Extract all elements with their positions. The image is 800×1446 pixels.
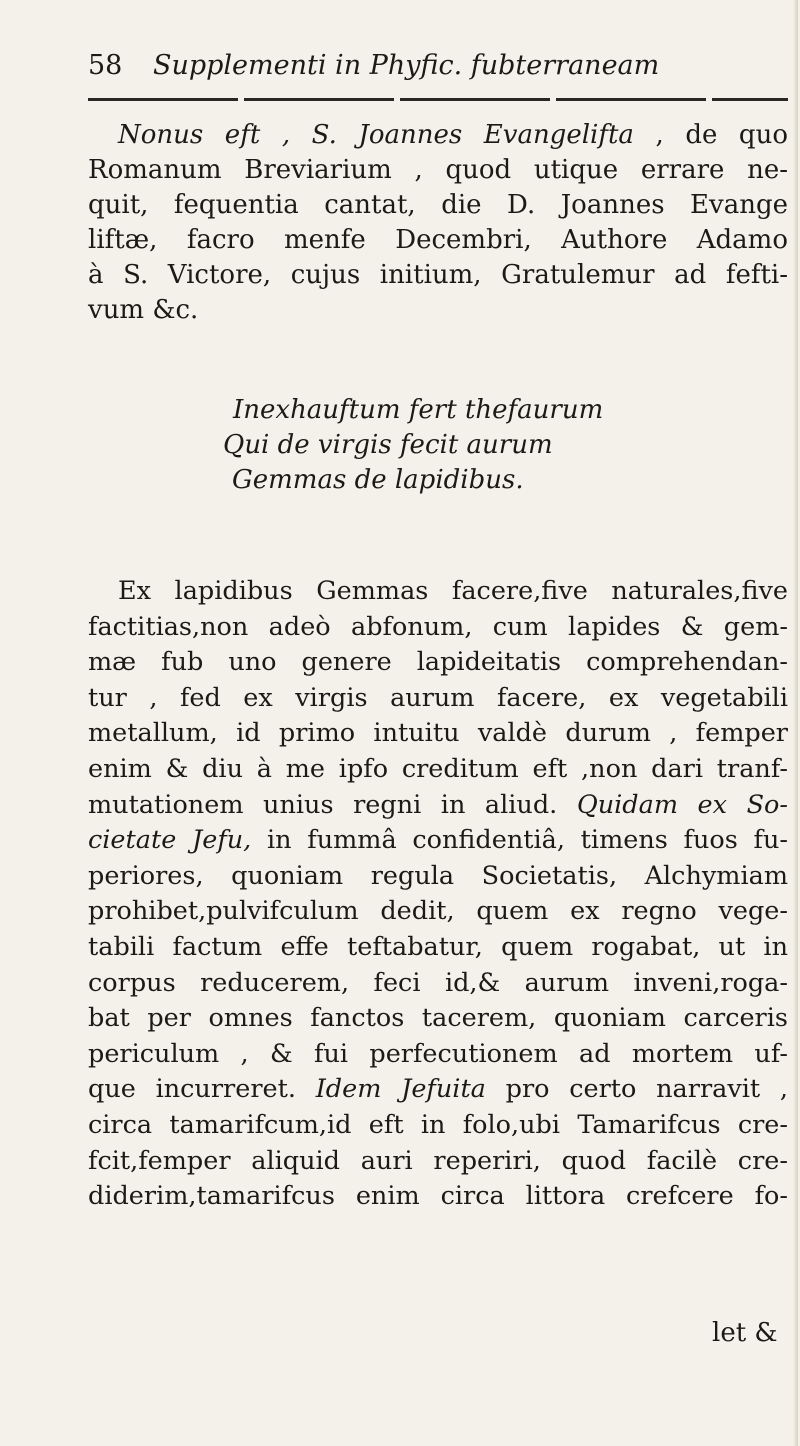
text-line: factitias,non adeò abfonum, cum lapides & gem- [88, 611, 788, 642]
paragraph-1 [88, 118, 788, 328]
text-line [88, 1072, 788, 1108]
running-title: Supplementi in Phyfic. fubterraneam [152, 50, 660, 81]
text-line: liftæ, facro menfe Decembri, Authore Adamo [88, 225, 788, 255]
page-edge-shadow [793, 0, 798, 1446]
text-line: diderim,tamarifcus enim circa littora crefcere fo- [88, 1181, 788, 1212]
text-line: tabili factum effe teftabatur, quem rogabat, ut in [88, 931, 788, 962]
italic-phrase: Idem Jefuita [315, 1074, 486, 1105]
italic-phrase: Quidam ex So- [576, 789, 789, 820]
text-line: corpus reducerem, feci id,& aurum inveni,roga- [88, 967, 788, 998]
running-head [88, 50, 659, 81]
text-fragment: in fummâ confidentiâ, timens fuos fu- [251, 825, 789, 856]
text-fragment: que incurreret. [88, 1074, 316, 1105]
text-fragment: mutationem unius regni in aliud. [88, 789, 577, 820]
text-line: metallum, id primo intuitu valdè durum , femper [88, 718, 788, 749]
text-line: bat per omnes fanctos tacerem, quoniam carceris [88, 1003, 788, 1034]
text-line [88, 823, 788, 859]
verse-line-1: Inexhauftum fert thefaurum [233, 395, 604, 425]
text-fragment: , de quo [633, 120, 788, 150]
header-rule [88, 98, 788, 101]
text-line: Romanum Breviarium , quod utique errare ne- [88, 155, 788, 185]
text-line: periores, quoniam regula Societatis, Alchymiam [88, 860, 788, 891]
text-line: prohibet,pulvifculum dedit, quem ex regno vege- [88, 896, 788, 927]
text-line: enim & diu à me ipfo creditum eft ,non dari tranf- [88, 753, 788, 784]
italic-phrase: Nonus eft , S. Joannes Evangelifta [118, 120, 634, 150]
text-line [88, 118, 788, 153]
text-line: mæ fub uno genere lapideitatis comprehendan- [88, 647, 788, 678]
verse-line-2: Qui de virgis fecit aurum [223, 430, 553, 460]
catchword: let & [712, 1318, 778, 1348]
page-number: 58 [88, 50, 123, 81]
text-line: tur , fed ex virgis aurum facere, ex vegetabili [88, 682, 788, 713]
text-line: vum &c. [88, 295, 199, 325]
verse-line-3: Gemmas de lapidibus. [232, 465, 524, 495]
text-line: à S. Victore, cujus initium, Gratulemur ad fefti- [88, 260, 788, 290]
italic-phrase: cietate Jefu, [88, 825, 252, 856]
text-line: periculum , & fui perfecutionem ad mortem uf- [88, 1038, 788, 1069]
text-line [88, 788, 788, 824]
text-line: quit, fequentia cantat, die D. Joannes Evange [88, 190, 788, 220]
text-fragment: pro certo narravit , [485, 1074, 788, 1105]
text-line: circa tamarifcum,id eft in folo,ubi Tamarifcus cre- [88, 1109, 788, 1140]
paragraph-2 [88, 574, 788, 1215]
text-line: Ex lapidibus Gemmas facere,five naturales,five [118, 576, 788, 606]
text-line: fcit,femper aliquid auri reperiri, quod facilè cre- [88, 1145, 788, 1176]
